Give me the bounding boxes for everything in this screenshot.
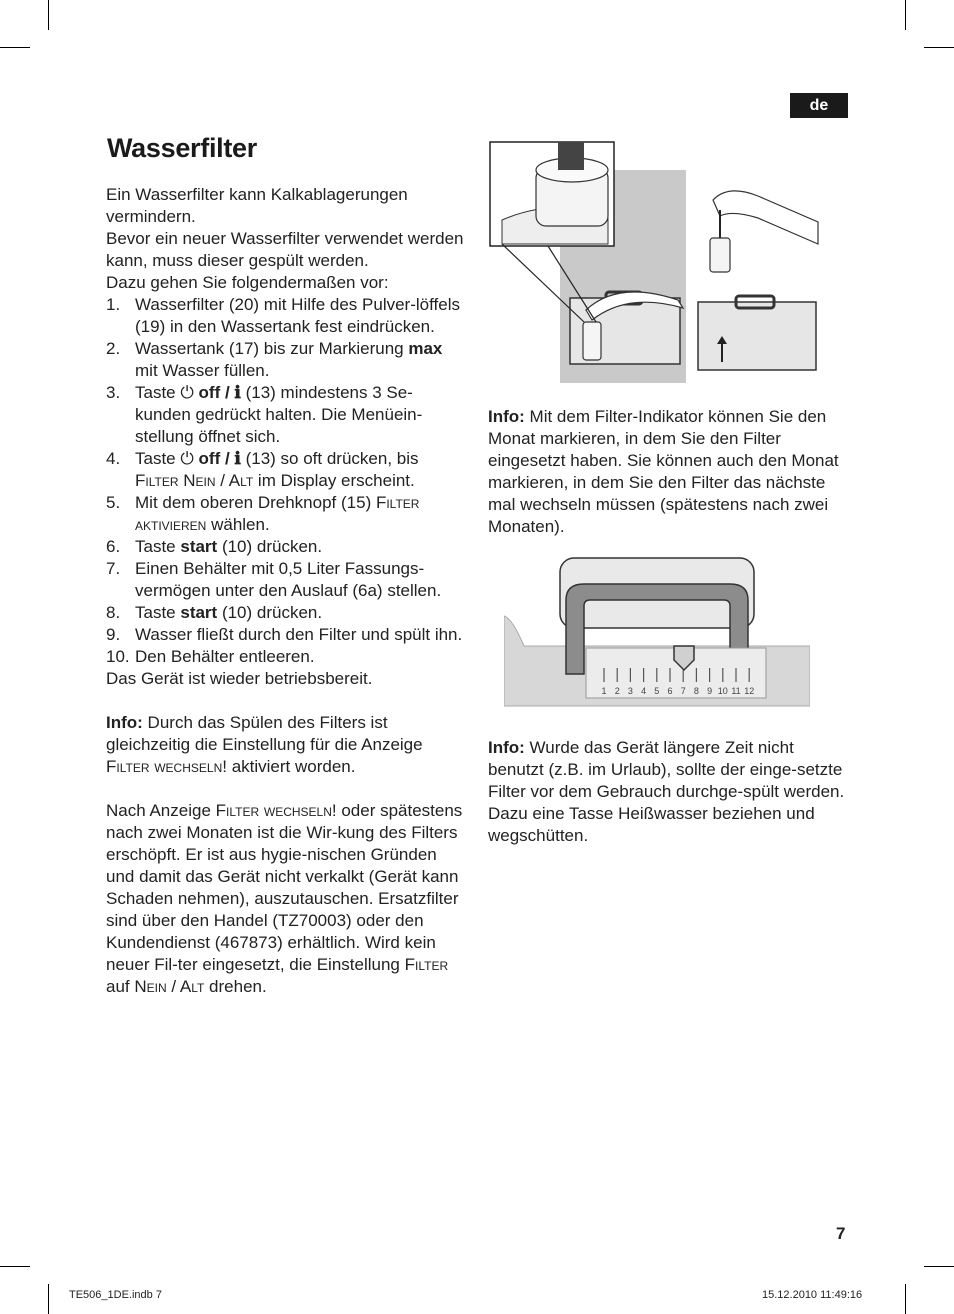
month-label: 6 — [667, 686, 673, 696]
month-label: 3 — [627, 686, 633, 696]
power-icon: ⏻ — [180, 383, 199, 402]
step-number: 9. — [106, 625, 121, 644]
crop-mark — [905, 1284, 906, 1314]
step-number: 5. — [106, 493, 121, 512]
step-number: 6. — [106, 537, 121, 556]
info-paragraph-flush: Info: Durch das Spülen des Filters ist gleichzeitig die Einstellung für die Anzeige Filter wechseln! aktiviert worden. — [106, 713, 423, 776]
info-filter-indicator: Info: Mit dem Filter-Indikator können Sie den Monat markieren, in dem Sie den Filter eingesetzt haben. Sie können auch den Monat markieren, in dem Sie den Filter das nächste mal wechseln müssen (spätestens nach zwei Monaten). — [488, 407, 839, 536]
replacement-paragraph: Nach Anzeige Filter wechseln! oder spätestens nach zwei Monaten ist die Wir-kung des Filters erschöpft. Er ist aus hygie-nischen Gründen und damit das Gerät nicht verkalkt (Gerät kann Schaden nehmen), auszutauschen. Ersatzfilter sind über den Handel (TZ70003) oder den Kundendienst (467873) erhältlich. Wird kein neuer Fil-ter eingesetzt, die Einstellung Filter auf Nein / Alt drehen. — [106, 801, 463, 996]
crop-mark — [905, 0, 906, 30]
step-number: 1. — [106, 295, 121, 314]
month-label: 10 — [717, 686, 728, 696]
info-label: Info: — [488, 738, 525, 757]
step-item: 4. Taste ⏻ off / ℹ (13) so oft drücken, bis Filter Nein / Alt im Display erscheint. — [106, 449, 419, 490]
month-label: 8 — [693, 686, 699, 696]
step-number: 7. — [106, 559, 121, 578]
crop-mark — [924, 1266, 954, 1267]
month-label: 9 — [707, 686, 713, 696]
crop-mark — [0, 1266, 30, 1267]
month-label: 2 — [614, 686, 620, 696]
step-item: 7. Einen Behälter mit 0,5 Liter Fassungs-vermögen unter den Auslauf (6a) stellen. — [106, 559, 442, 600]
crop-mark — [0, 47, 30, 48]
step-item: 10. Den Behälter entleeren. — [106, 647, 315, 666]
intro-paragraph: Ein Wasserfilter kann Kalkablagerungen vermindern. — [106, 185, 408, 226]
left-column — [106, 184, 466, 998]
filter-insert-illustration — [488, 140, 820, 384]
footer-date: 15.12.2010 11:49:16 — [762, 1289, 863, 1301]
info-label: Info: — [488, 407, 525, 426]
step-number: 8. — [106, 603, 121, 622]
footer-file: TE506_1DE.indb 7 — [69, 1289, 162, 1301]
step-number: 3. — [106, 383, 121, 402]
crop-mark — [48, 0, 49, 30]
step-item: 5. Mit dem oberen Drehknopf (15) Filter aktivieren wählen. — [106, 493, 420, 534]
step-item: 3. Taste ⏻ off / ℹ (13) mindestens 3 Se-kunden gedrückt halten. Die Menüein-stellung öffnet sich. — [106, 383, 423, 446]
month-label: 12 — [744, 686, 755, 696]
page-number: 7 — [836, 1224, 846, 1243]
intro-paragraph: Dazu gehen Sie folgendermaßen vor: — [106, 273, 389, 292]
page-title: Wasserfilter — [107, 133, 257, 163]
filter-indicator-illustration — [504, 556, 810, 708]
info-label: Info: — [106, 713, 143, 732]
ready-text: Das Gerät ist wieder betriebsbereit. — [106, 669, 373, 688]
info-long-unused: Info: Wurde das Gerät längere Zeit nicht benutzt (z.B. im Urlaub), sollte der einge-setzte Filter vor dem Gebrauch durchge-spült werden. Dazu eine Tasse Heißwasser beziehen und wegschütten. — [488, 738, 845, 845]
power-icon: ⏻ — [180, 449, 199, 468]
step-number: 2. — [106, 339, 121, 358]
step-item: 2. Wassertank (17) bis zur Markierung max mit Wasser füllen. — [106, 339, 443, 380]
crop-mark — [48, 1284, 49, 1314]
month-label: 1 — [601, 686, 607, 696]
month-label: 5 — [654, 686, 660, 696]
crop-mark — [924, 47, 954, 48]
step-item: 1. Wasserfilter (20) mit Hilfe des Pulver-löffels (19) in den Wassertank fest eindrücken. — [106, 295, 460, 336]
step-item: 9. Wasser fließt durch den Filter und spült ihn. — [106, 625, 463, 644]
step-item: 8. Taste start (10) drücken. — [106, 603, 323, 622]
step-item: 6. Taste start (10) drücken. — [106, 537, 323, 556]
language-badge: de — [790, 93, 848, 118]
month-label: 7 — [680, 686, 686, 696]
step-number: 10. — [106, 647, 130, 666]
steps-list — [106, 294, 466, 668]
intro-paragraph: Bevor ein neuer Wasserfilter verwendet werden kann, muss dieser gespült werden. — [106, 229, 464, 270]
month-label: 4 — [641, 686, 647, 696]
step-number: 4. — [106, 449, 121, 468]
month-label: 11 — [731, 686, 741, 696]
